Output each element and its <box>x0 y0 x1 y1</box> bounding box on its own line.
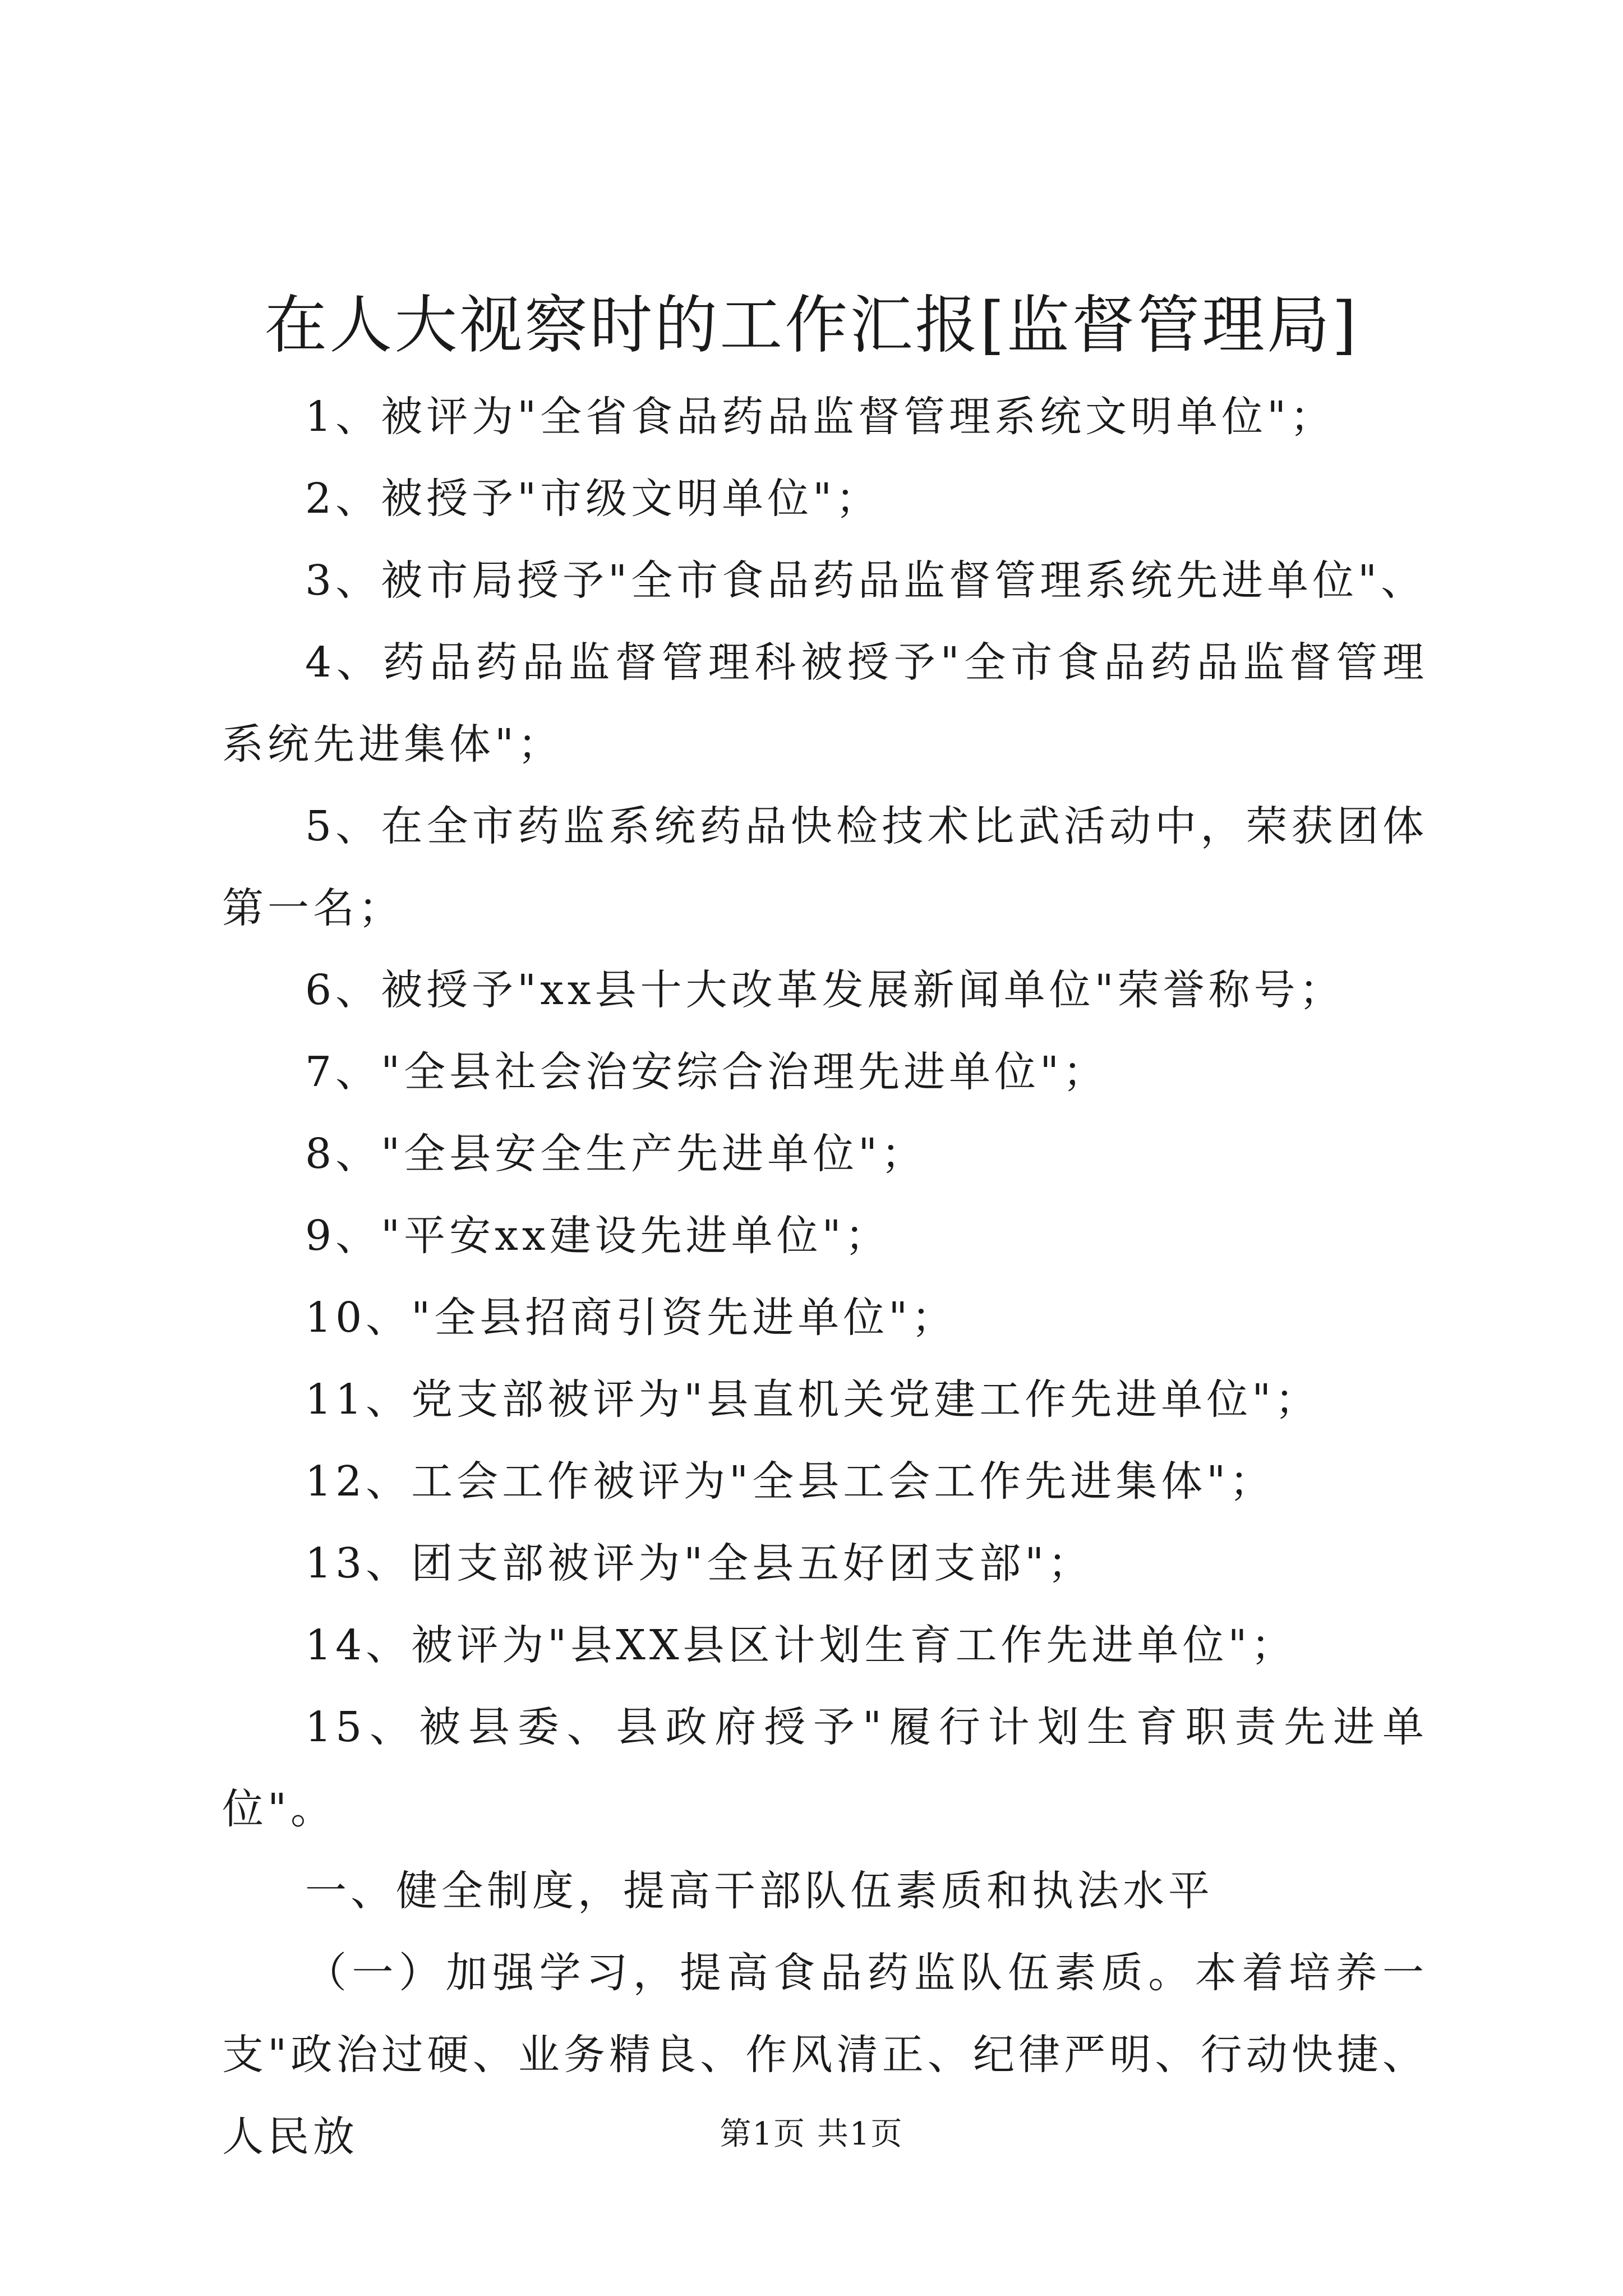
section-heading-1: 一、健全制度，提高干部队伍素质和执法水平 <box>305 1867 1214 1915</box>
paragraph-5: 5、在全市药监系统药品快检技术比武活动中，荣获团体第一名； <box>222 802 1428 932</box>
paragraph-12: 12、工会工作被评为"全县工会工作先进集体"； <box>305 1457 1275 1506</box>
paragraph-2: 2、被授予"市级文明单位"； <box>305 475 882 523</box>
paragraph-15: 15、被县委、县政府授予"履行计划生育职责先进单位"。 <box>222 1703 1428 1833</box>
paragraph-13: 13、团支部被评为"全县五好团支部"； <box>305 1539 1094 1588</box>
paragraph-3: 3、被市局授予"全市食品药品监督管理系统先进单位"、 <box>305 556 1427 605</box>
paragraph-7: 7、"全县社会治安综合治理先进单位"； <box>305 1048 1109 1096</box>
paragraph-10: 10、"全县招商引资先进单位"； <box>305 1294 957 1342</box>
paragraph-8: 8、"全县安全生产先进单位"； <box>305 1130 927 1178</box>
subsection-paragraph-1: （一）加强学习，提高食品药监队伍素质。本着培养一支"政治过硬、业务精良、作风清正、纪律严明、行动快捷、人民放 <box>222 1949 1428 2161</box>
paragraph-14: 14、被评为"县XX县区计划生育工作先进单位"； <box>305 1621 1297 1669</box>
paragraph-11: 11、党支部被评为"县直机关党建工作先进单位"； <box>305 1375 1321 1424</box>
document-title: 在人大视察时的工作汇报[监督管理局] <box>264 289 1359 362</box>
paragraph-4: 4、药品药品监督管理科被授予"全市食品药品监督管理系统先进集体"； <box>222 638 1428 769</box>
paragraph-9: 9、"平安xx建设先进单位"； <box>305 1212 891 1260</box>
document-body <box>222 376 1428 2178</box>
paragraph-1: 1、被评为"全省食品药品监督管理系统文明单位"； <box>305 393 1336 441</box>
paragraph-6: 6、被授予"xx县十大改革发展新闻单位"荣誉称号； <box>305 966 1345 1014</box>
page-footer: 第1页 共1页 <box>720 2116 903 2152</box>
